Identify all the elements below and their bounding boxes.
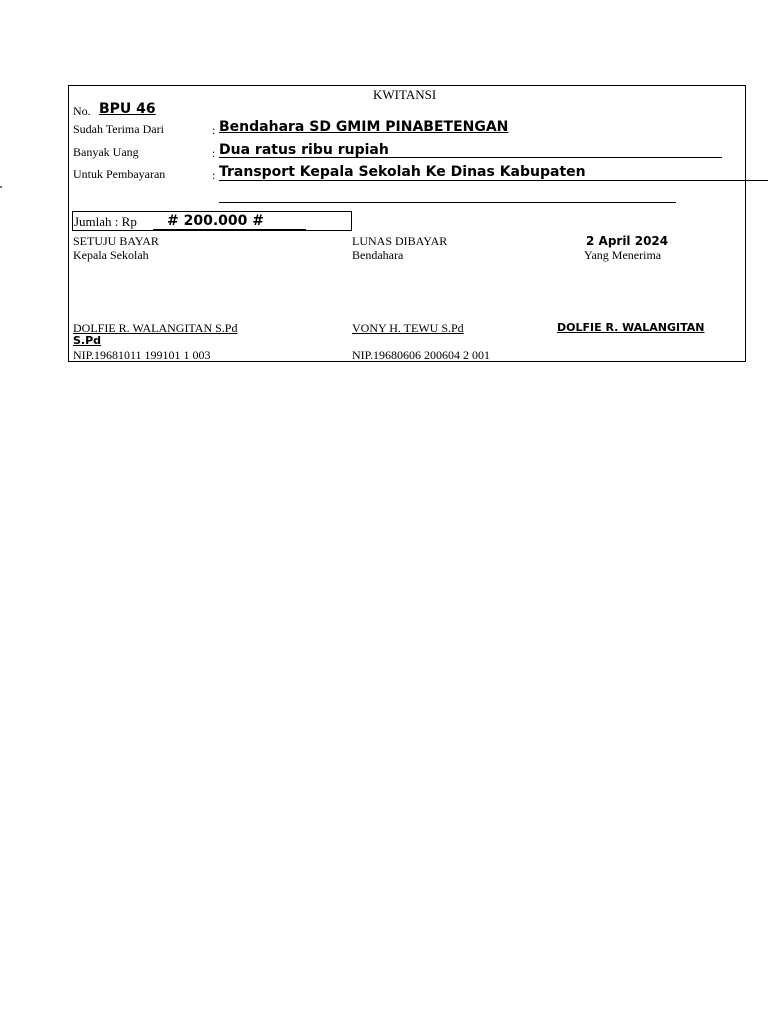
untuk-pembayaran-underline xyxy=(219,180,768,181)
banyak-uang-underline xyxy=(219,157,722,158)
kepsek-nip: NIP.19681011 199101 1 003 xyxy=(73,348,211,362)
colon-2: : xyxy=(212,146,216,160)
penerima-name-line2: S.Pd xyxy=(73,334,102,347)
penerima-name-line1: DOLFIE R. WALANGITAN xyxy=(557,321,705,334)
untuk-pembayaran-label: Untuk Pembayaran xyxy=(73,167,166,181)
no-label: No. xyxy=(73,104,91,118)
jumlah-underline xyxy=(153,229,306,230)
jumlah-value: # 200.000 # xyxy=(167,213,264,229)
blank-line xyxy=(219,202,676,203)
receipt-title: KWITANSI xyxy=(373,87,437,102)
receipt-date: 2 April 2024 xyxy=(586,234,669,248)
lunas-dibayar: LUNAS DIBAYAR xyxy=(352,234,448,248)
yang-menerima: Yang Menerima xyxy=(584,248,662,262)
sudah-terima-label: Sudah Terima Dari xyxy=(73,122,164,136)
jumlah-label: Jumlah : Rp xyxy=(74,214,137,229)
sudah-terima-value: Bendahara SD GMIM PINABETENGAN xyxy=(219,119,509,135)
receipt-number: BPU 46 xyxy=(99,101,156,117)
kepsek-name: DOLFIE R. WALANGITAN S.Pd xyxy=(73,321,238,335)
banyak-uang-label: Banyak Uang xyxy=(73,145,139,159)
kepala-sekolah: Kepala Sekolah xyxy=(73,248,149,262)
colon-1: : xyxy=(212,123,216,137)
setuju-bayar: SETUJU BAYAR xyxy=(73,234,159,248)
bendahara: Bendahara xyxy=(352,248,404,262)
banyak-uang-value: Dua ratus ribu rupiah xyxy=(219,142,389,158)
stray-mark xyxy=(0,186,2,188)
bendahara-name: VONY H. TEWU S.Pd xyxy=(352,321,464,335)
colon-3: : xyxy=(212,168,216,182)
bendahara-nip: NIP.19680606 200604 2 001 xyxy=(352,348,491,362)
untuk-pembayaran-value: Transport Kepala Sekolah Ke Dinas Kabupaten xyxy=(219,164,586,180)
